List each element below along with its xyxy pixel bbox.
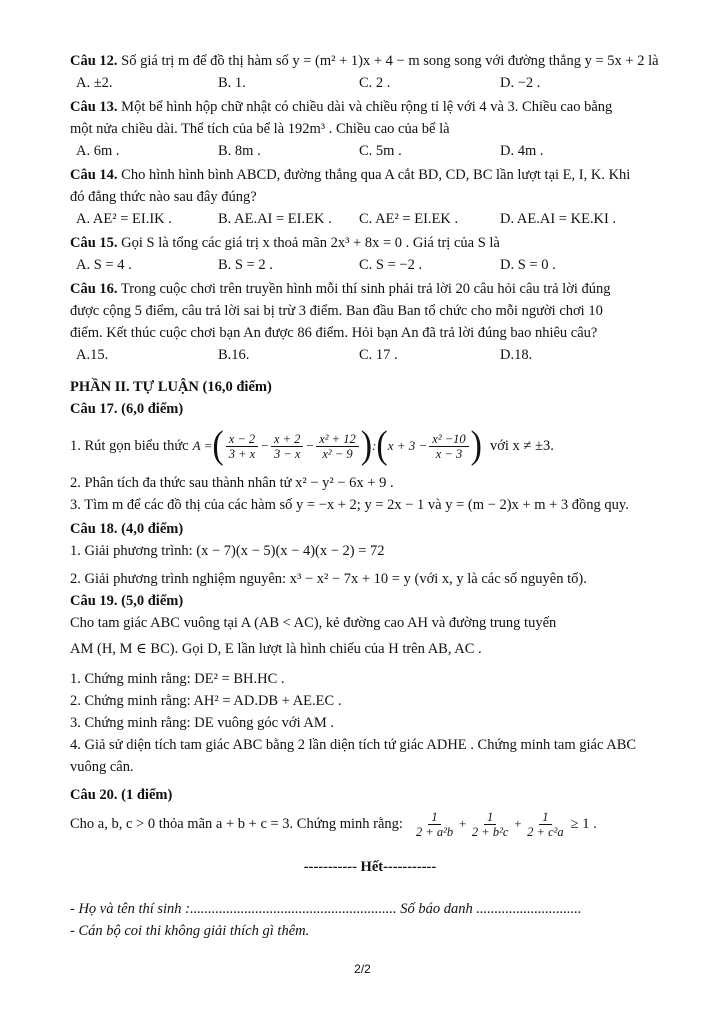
option-c[interactable]: C. 5m .: [359, 143, 402, 159]
fraction: $\frac{x + 2}{3 - x}$: [271, 432, 303, 461]
question-text: Trong cuộc chơi trên truyền hình mỗi thí sinh phải trả lời 20 câu hỏi câu trả lời đúng: [120, 281, 611, 297]
question-17-item-2: 2. Phân tích đa thức sau thành nhân tử x² − y² − 6x + 9 .: [70, 475, 394, 491]
question-19-item-3: 3. Chứng minh rằng: DE vuông góc với AM .: [70, 715, 335, 731]
expr-label: A =: [192, 438, 213, 453]
option-b[interactable]: B. AE.AI = EI.EK .: [218, 211, 332, 227]
question-19-label: Câu 19. (5,0 điểm): [70, 593, 184, 609]
condition-text: với x ≠ ±3.: [489, 438, 554, 454]
question-20-label: Câu 20. (1 điểm): [70, 787, 173, 803]
question-19-text: Cho tam giác ABC vuông tại A (AB < AC), kẻ đường cao AH và đường trung tuyến: [70, 615, 557, 631]
question-text: Một bể hình hộp chữ nhật có chiều dài và chiều rộng tỉ lệ với 4 và 3. Chiều cao bằng: [121, 99, 613, 115]
option-d[interactable]: D. AE.AI = KE.KI .: [500, 211, 617, 227]
question-19-text-cont: AM (H, M ∈ BC). Gọi D, E lần lượt là hình chiếu của H trên AB, AC .: [70, 641, 482, 657]
option-c[interactable]: C. AE² = EI.EK .: [359, 211, 459, 227]
question-17-label: Câu 17. (6,0 điểm): [70, 401, 184, 417]
math-term: x + 3 −: [387, 438, 428, 453]
question-17-item-1: 1. Rút gọn biểu thức A = ( $\frac{x - 2}{3 + x}$ − $\frac{x + 2}{3 - x}$ − $\frac{\text{x² + 12}}{\text{x² − 9}}$ ) : ( x + 3 − $\frac{\text{x² −10}}{x - 3}$ ) với x ≠ ±3.: [70, 424, 554, 467]
option-b[interactable]: B. 1.: [218, 75, 246, 91]
question-label: Câu 15.: [70, 235, 118, 251]
option-b[interactable]: B. S = 2 .: [218, 257, 273, 273]
question-text: Gọi S là tổng các giá trị x thoả mãn 2x³ + 8x = 0 . Giá trị của S là: [121, 235, 500, 251]
option-b[interactable]: B. 8m .: [218, 143, 261, 159]
item-text: Cho a, b, c > 0 thỏa mãn a + b + c = 3. Chứng minh rằng:: [70, 816, 403, 832]
right-paren: ): [360, 424, 373, 467]
answer-options: [70, 254, 670, 276]
question-label: Câu 14.: [70, 167, 118, 183]
question-18-item-1: 1. Giải phương trình: (x − 7)(x − 5)(x − 4)(x − 2) = 72: [70, 543, 385, 559]
option-a[interactable]: A. S = 4 .: [76, 257, 132, 273]
option-a[interactable]: A.15.: [76, 347, 109, 363]
question-18-label: Câu 18. (4,0 điểm): [70, 521, 184, 537]
question-label: Câu 13.: [70, 99, 118, 115]
answer-options: [70, 208, 670, 230]
question-19-item-1: 1. Chứng minh rằng: DE² = BH.HC .: [70, 671, 285, 687]
left-paren: (: [212, 424, 224, 467]
option-a[interactable]: A. ±2.: [76, 75, 113, 91]
fraction: $\frac{1}{\text{2 + c²a}}$: [527, 809, 564, 839]
answer-options: [70, 344, 670, 366]
fraction: $\frac{x - 2}{3 + x}$: [226, 432, 258, 461]
left-paren: (: [376, 424, 388, 467]
fraction: $\frac{\text{x² + 12}}{\text{x² − 9}}$: [316, 432, 358, 461]
question-text-cont: đó đẳng thức nào sau đây đúng?: [70, 189, 257, 205]
question-label: Câu 12.: [70, 53, 118, 69]
question-label: Câu 16.: [70, 281, 118, 297]
item-text: 1. Rút gọn biểu thức: [70, 438, 189, 454]
question-text-cont: một nửa chiều dài. Thể tích của bể là 192m³ . Chiều cao của bể là: [70, 121, 450, 137]
section-heading: PHẦN II. TỰ LUẬN (16,0 điểm): [70, 379, 272, 395]
question-text: Số giá trị m để đồ thị hàm số y = (m² + 1)x + 4 − m song song với đường thẳng y = 5x + 2 là: [121, 53, 659, 69]
option-d[interactable]: D. 4m .: [500, 143, 544, 159]
answer-options: [70, 140, 670, 162]
question-16: [70, 278, 670, 300]
question-15: [70, 232, 670, 254]
question-18-item-2: 2. Giải phương trình nghiệm nguyên: x³ − x² − 7x + 10 = y (với x, y là các số nguyên tố).: [70, 571, 587, 587]
option-c[interactable]: C. S = −2 .: [359, 257, 423, 273]
question-12: [70, 50, 670, 72]
question-text-cont: điểm. Kết thúc cuộc chơi bạn An được 86 điểm. Hỏi bạn An đã trả lời đúng bao nhiêu câu?: [70, 325, 598, 341]
question-text: Cho hình hình bình ABCD, đường thẳng qua A cắt BD, CD, BC lần lượt tại E, I, K. Khi: [121, 167, 631, 183]
question-19-item-4-cont: vuông cân.: [70, 759, 134, 775]
option-c[interactable]: C. 17 .: [359, 347, 398, 363]
option-b[interactable]: B.16.: [218, 347, 250, 363]
question-14: [70, 164, 670, 186]
question-20-text: Cho a, b, c > 0 thỏa mãn a + b + c = 3. Chứng minh rằng: $\frac{1}{\text{2 + a²b}}$ + $\frac{1}{\text{2 + b²c}}$ + $\frac{1}{\text{2 + c²a}}$ ≥ 1 .: [70, 809, 597, 839]
question-13: [70, 96, 670, 118]
option-a[interactable]: A. AE² = EI.IK .: [76, 211, 172, 227]
end-mark: ----------- Hết-----------: [303, 859, 437, 875]
fraction: $\frac{1}{\text{2 + b²c}}$: [471, 809, 509, 839]
right-paren: ): [470, 424, 482, 467]
divide-sign: :: [372, 438, 377, 453]
proctor-note: - Cán bộ coi thi không giải thích gì thêm.: [70, 923, 310, 939]
exam-page: [70, 48, 670, 942]
question-text-cont: được cộng 5 điểm, câu trả lời sai bị trừ 3 điểm. Ban đầu Ban tổ chức cho mỗi người chơi 10: [70, 303, 603, 319]
candidate-info-line: - Họ và tên thí sinh :......................................................... Số báo danh .............................: [70, 901, 582, 917]
option-d[interactable]: D. −2 .: [500, 75, 541, 91]
fraction: $\frac{\text{x² −10}}{x - 3}$: [429, 432, 468, 461]
fraction: $\frac{1}{\text{2 + a²b}}$: [415, 809, 454, 839]
inequality-suffix: ≥ 1 .: [570, 816, 597, 832]
question-19-item-2: 2. Chứng minh rằng: AH² = AD.DB + AE.EC .: [70, 693, 342, 709]
answer-options: [70, 72, 670, 94]
page-number: 2/2: [354, 962, 371, 976]
option-d[interactable]: D.18.: [500, 347, 533, 363]
question-17-item-3: 3. Tìm m để các đồ thị của các hàm số y = −x + 2; y = 2x − 1 và y = (m − 2)x + m + 3 đồng quy.: [70, 497, 629, 513]
option-c[interactable]: C. 2 .: [359, 75, 391, 91]
option-d[interactable]: D. S = 0 .: [500, 257, 556, 273]
option-a[interactable]: A. 6m .: [76, 143, 120, 159]
question-19-item-4: 4. Giả sử diện tích tam giác ABC bằng 2 lần diện tích tứ giác ADHE . Chứng minh tam giác ABC: [70, 737, 637, 753]
